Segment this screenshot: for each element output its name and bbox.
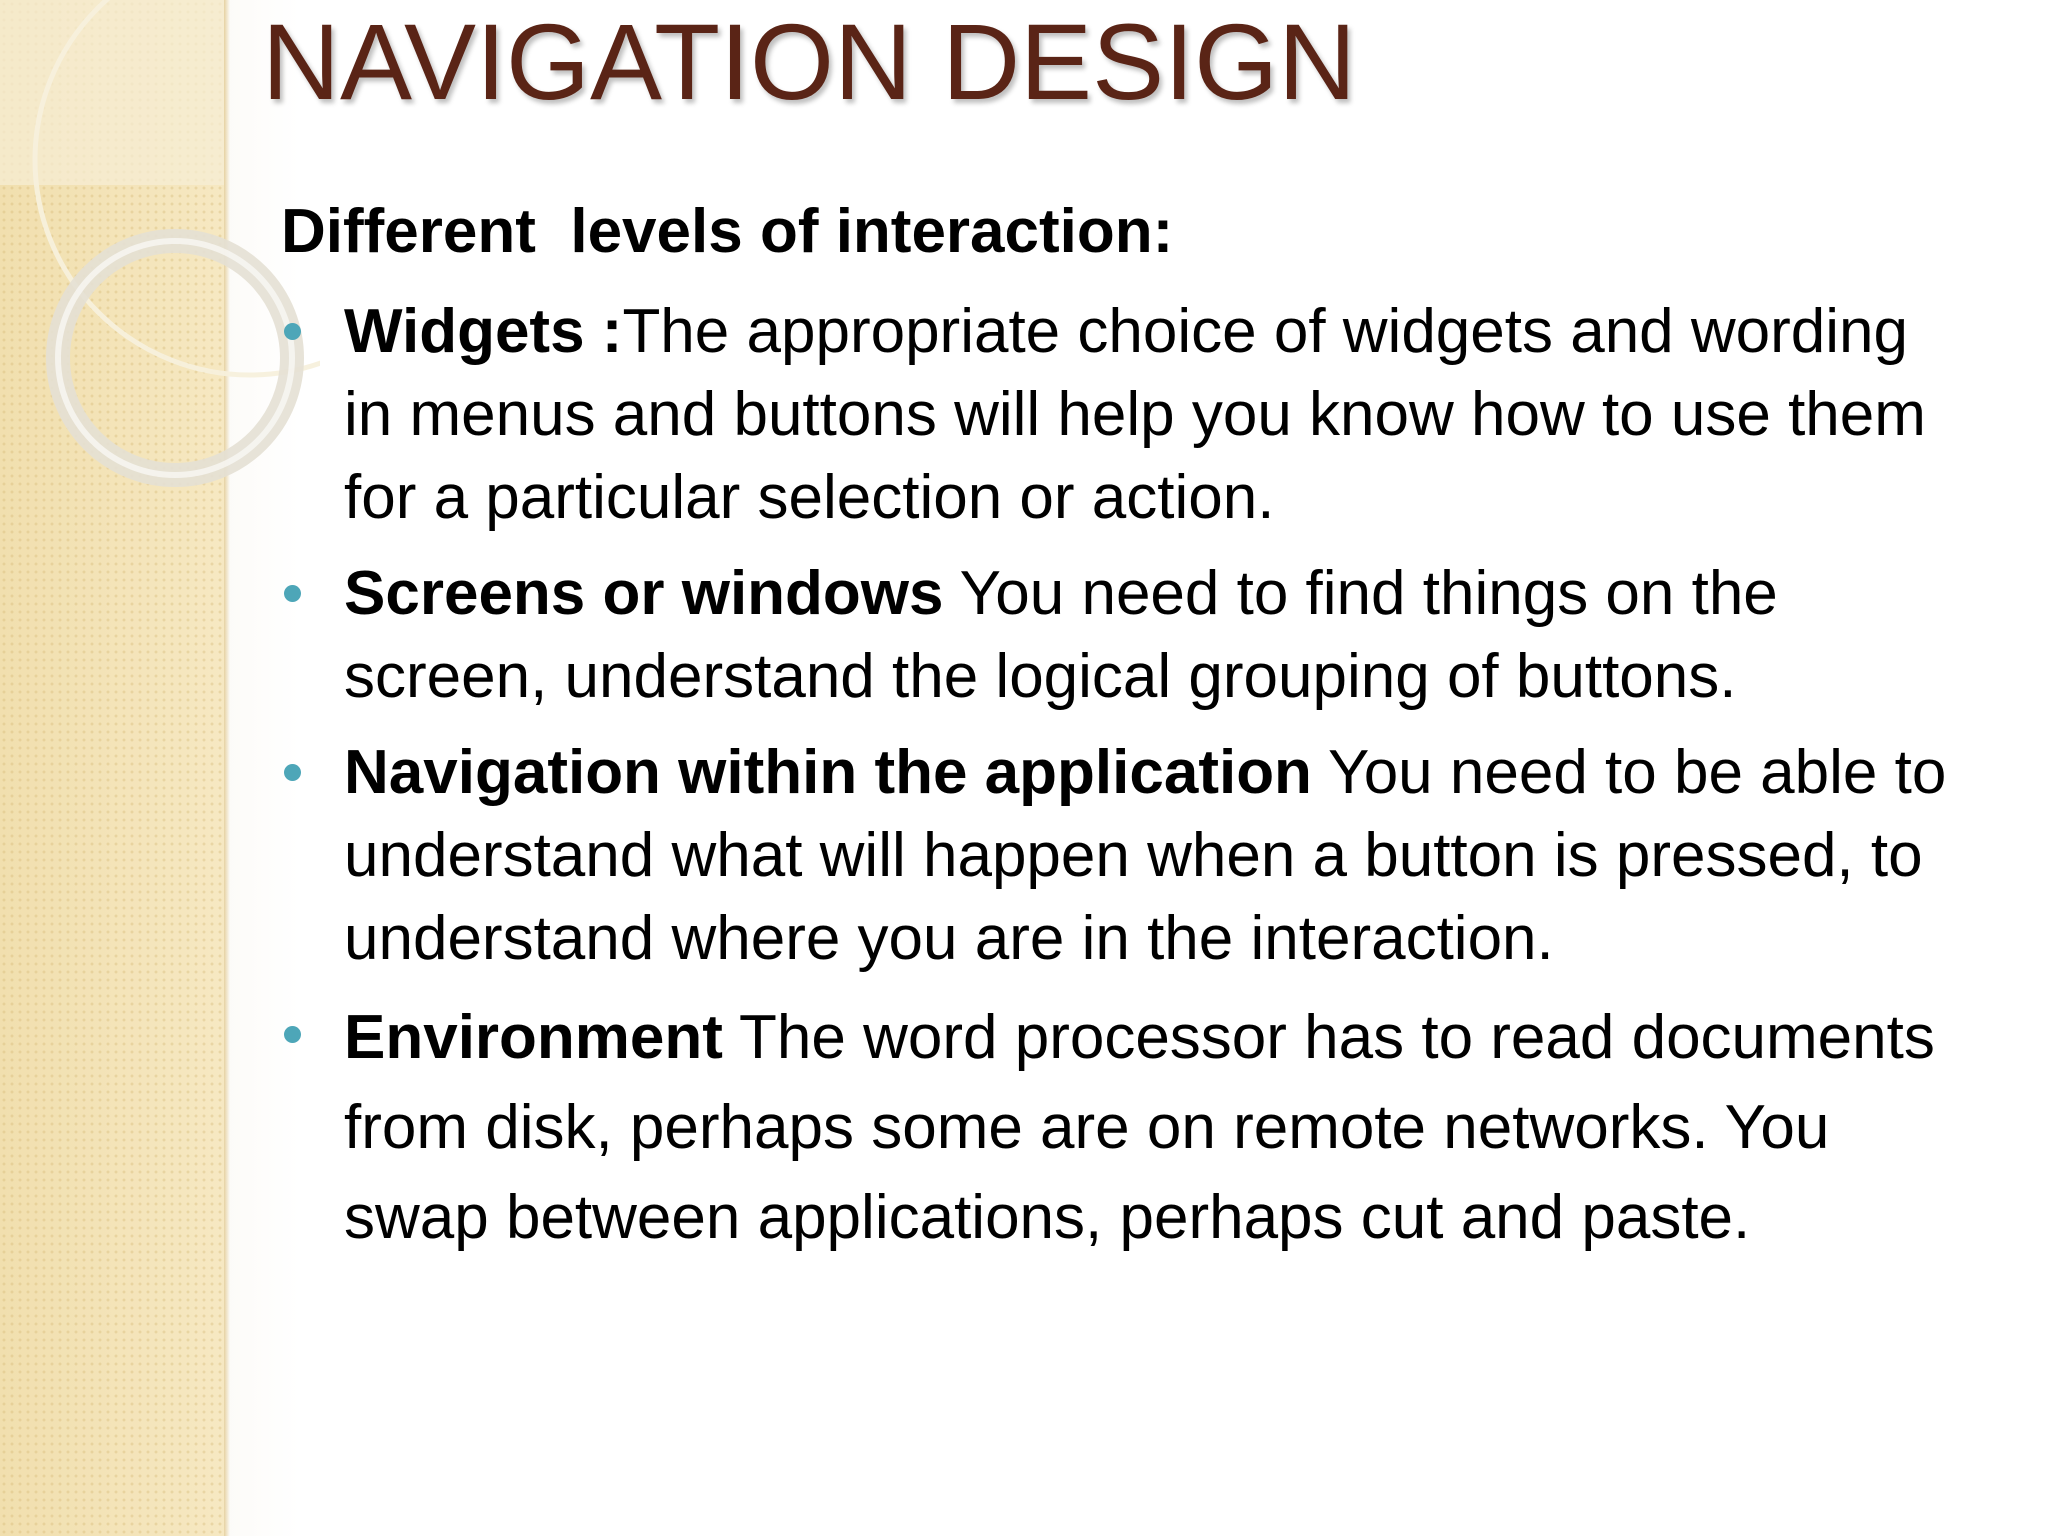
bullet-text: The word processor has to read documents from disk, perhaps some are on remote networks. You swap between applications, perhaps cut and paste. — [344, 1003, 1935, 1252]
bullet-term: Navigation within the application — [344, 738, 1312, 807]
bullet-term: Widgets : — [344, 297, 623, 366]
decorative-small-ring-highlight — [58, 241, 292, 475]
slide-subheading: Different levels of interaction: — [281, 197, 1174, 266]
bullet-list — [344, 290, 1964, 1276]
bullet-text: You need to find things on the screen, understand the logical grouping of buttons. — [344, 559, 1778, 711]
bullet-text: You need to be able to understand what will happen when a button is pressed, to understand where you are in the interaction. — [344, 738, 1947, 973]
bullet-item-widgets — [344, 290, 1964, 539]
slide-title: NAVIGATION DESIGN — [262, 1, 1357, 122]
bullet-dot-icon — [284, 585, 301, 602]
bullet-dot-icon — [284, 1026, 301, 1043]
bullet-dot-icon — [284, 764, 301, 781]
bullet-dot-icon — [284, 323, 301, 340]
bullet-term: Environment — [344, 1003, 723, 1072]
bullet-item-environment — [344, 993, 1964, 1263]
bullet-item-navigation — [344, 731, 1964, 980]
bullet-item-screens — [344, 552, 1964, 718]
bullet-term: Screens or windows — [344, 559, 944, 628]
bullet-text: The appropriate choice of widgets and wording in menus and buttons will help you know how to use them for a particular selection or action. — [344, 297, 1926, 532]
